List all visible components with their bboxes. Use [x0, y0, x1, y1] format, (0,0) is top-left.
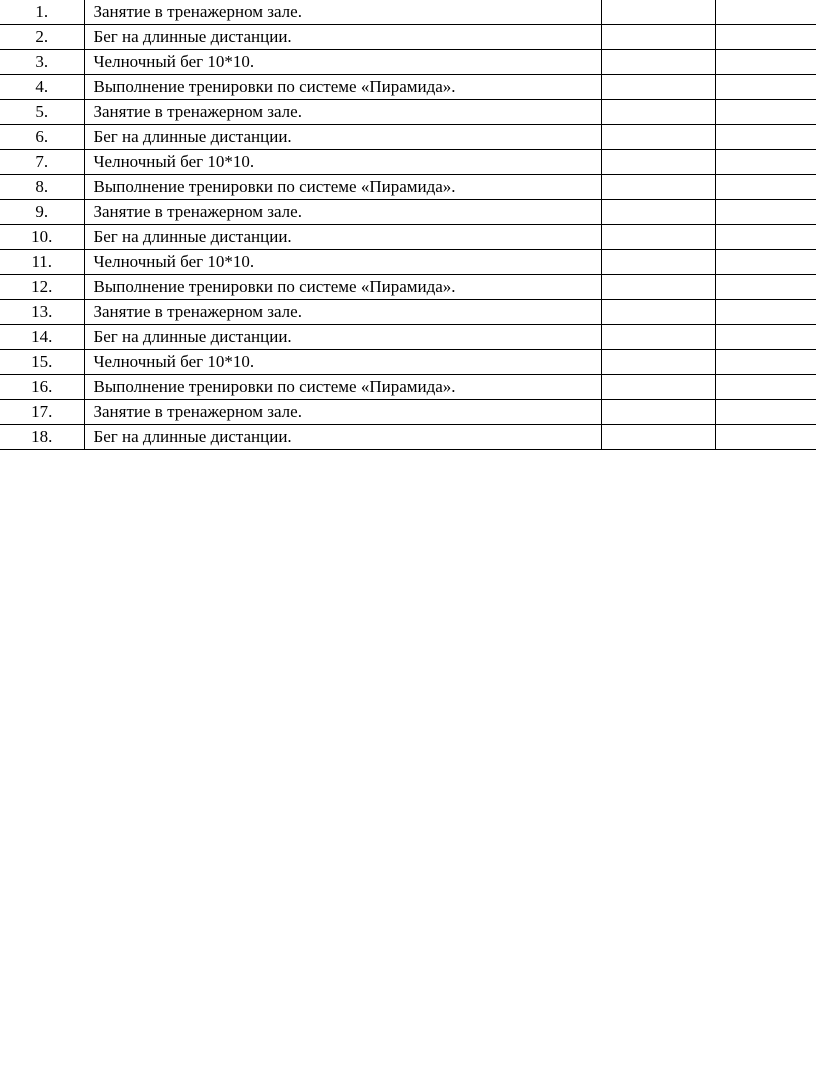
exercise-description: Челночный бег 10*10. [84, 250, 601, 275]
row-number: 8. [0, 175, 84, 200]
empty-cell-col4 [715, 275, 816, 300]
table-row [0, 275, 816, 300]
empty-cell-col4 [715, 0, 816, 25]
row-number: 15. [0, 350, 84, 375]
table-row [0, 75, 816, 100]
row-number: 7. [0, 150, 84, 175]
table-row [0, 425, 816, 450]
empty-cell-col3 [601, 275, 715, 300]
empty-cell-col3 [601, 225, 715, 250]
empty-cell-col4 [715, 175, 816, 200]
exercise-description: Челночный бег 10*10. [84, 150, 601, 175]
table-row [0, 375, 816, 400]
exercise-description: Выполнение тренировки по системе «Пирамида». [84, 275, 601, 300]
exercise-description: Бег на длинные дистанции. [84, 225, 601, 250]
empty-cell-col3 [601, 250, 715, 275]
empty-cell-col4 [715, 300, 816, 325]
exercise-description: Бег на длинные дистанции. [84, 425, 601, 450]
exercise-description: Занятие в тренажерном зале. [84, 200, 601, 225]
empty-cell-col3 [601, 75, 715, 100]
exercise-description: Челночный бег 10*10. [84, 350, 601, 375]
empty-cell-col4 [715, 25, 816, 50]
exercise-description: Выполнение тренировки по системе «Пирамида». [84, 175, 601, 200]
row-number: 17. [0, 400, 84, 425]
table-row [0, 300, 816, 325]
row-number: 9. [0, 200, 84, 225]
row-number: 6. [0, 125, 84, 150]
row-number: 10. [0, 225, 84, 250]
row-number: 14. [0, 325, 84, 350]
empty-cell-col3 [601, 400, 715, 425]
empty-cell-col3 [601, 0, 715, 25]
empty-cell-col3 [601, 50, 715, 75]
table-row [0, 150, 816, 175]
exercise-description: Выполнение тренировки по системе «Пирамида». [84, 375, 601, 400]
exercise-description: Бег на длинные дистанции. [84, 25, 601, 50]
row-number: 4. [0, 75, 84, 100]
empty-cell-col4 [715, 50, 816, 75]
empty-cell-col3 [601, 425, 715, 450]
row-number: 2. [0, 25, 84, 50]
exercise-description: Выполнение тренировки по системе «Пирамида». [84, 75, 601, 100]
row-number: 12. [0, 275, 84, 300]
exercise-description: Занятие в тренажерном зале. [84, 0, 601, 25]
table-row [0, 50, 816, 75]
empty-cell-col4 [715, 250, 816, 275]
empty-cell-col3 [601, 25, 715, 50]
empty-cell-col3 [601, 300, 715, 325]
table-row [0, 175, 816, 200]
empty-cell-col4 [715, 425, 816, 450]
exercise-description: Занятие в тренажерном зале. [84, 100, 601, 125]
empty-cell-col4 [715, 375, 816, 400]
empty-cell-col4 [715, 400, 816, 425]
exercise-table-body [0, 0, 816, 450]
empty-cell-col3 [601, 200, 715, 225]
empty-cell-col4 [715, 150, 816, 175]
row-number: 16. [0, 375, 84, 400]
row-number: 11. [0, 250, 84, 275]
row-number: 5. [0, 100, 84, 125]
empty-cell-col3 [601, 125, 715, 150]
exercise-description: Бег на длинные дистанции. [84, 125, 601, 150]
table-row [0, 250, 816, 275]
exercise-description: Занятие в тренажерном зале. [84, 300, 601, 325]
exercise-description: Челночный бег 10*10. [84, 50, 601, 75]
exercise-table [0, 0, 816, 450]
empty-cell-col4 [715, 125, 816, 150]
row-number: 1. [0, 0, 84, 25]
table-row [0, 400, 816, 425]
empty-cell-col4 [715, 350, 816, 375]
table-row [0, 350, 816, 375]
empty-cell-col4 [715, 75, 816, 100]
table-row [0, 325, 816, 350]
table-row [0, 125, 816, 150]
empty-cell-col3 [601, 325, 715, 350]
row-number: 13. [0, 300, 84, 325]
exercise-description: Бег на длинные дистанции. [84, 325, 601, 350]
exercise-description: Занятие в тренажерном зале. [84, 400, 601, 425]
table-row [0, 200, 816, 225]
table-row [0, 25, 816, 50]
table-row [0, 0, 816, 25]
empty-cell-col3 [601, 175, 715, 200]
empty-cell-col3 [601, 150, 715, 175]
row-number: 18. [0, 425, 84, 450]
table-row [0, 100, 816, 125]
empty-cell-col3 [601, 350, 715, 375]
table-row [0, 225, 816, 250]
empty-cell-col4 [715, 100, 816, 125]
empty-cell-col3 [601, 100, 715, 125]
empty-cell-col4 [715, 225, 816, 250]
row-number: 3. [0, 50, 84, 75]
empty-cell-col4 [715, 325, 816, 350]
empty-cell-col4 [715, 200, 816, 225]
empty-cell-col3 [601, 375, 715, 400]
